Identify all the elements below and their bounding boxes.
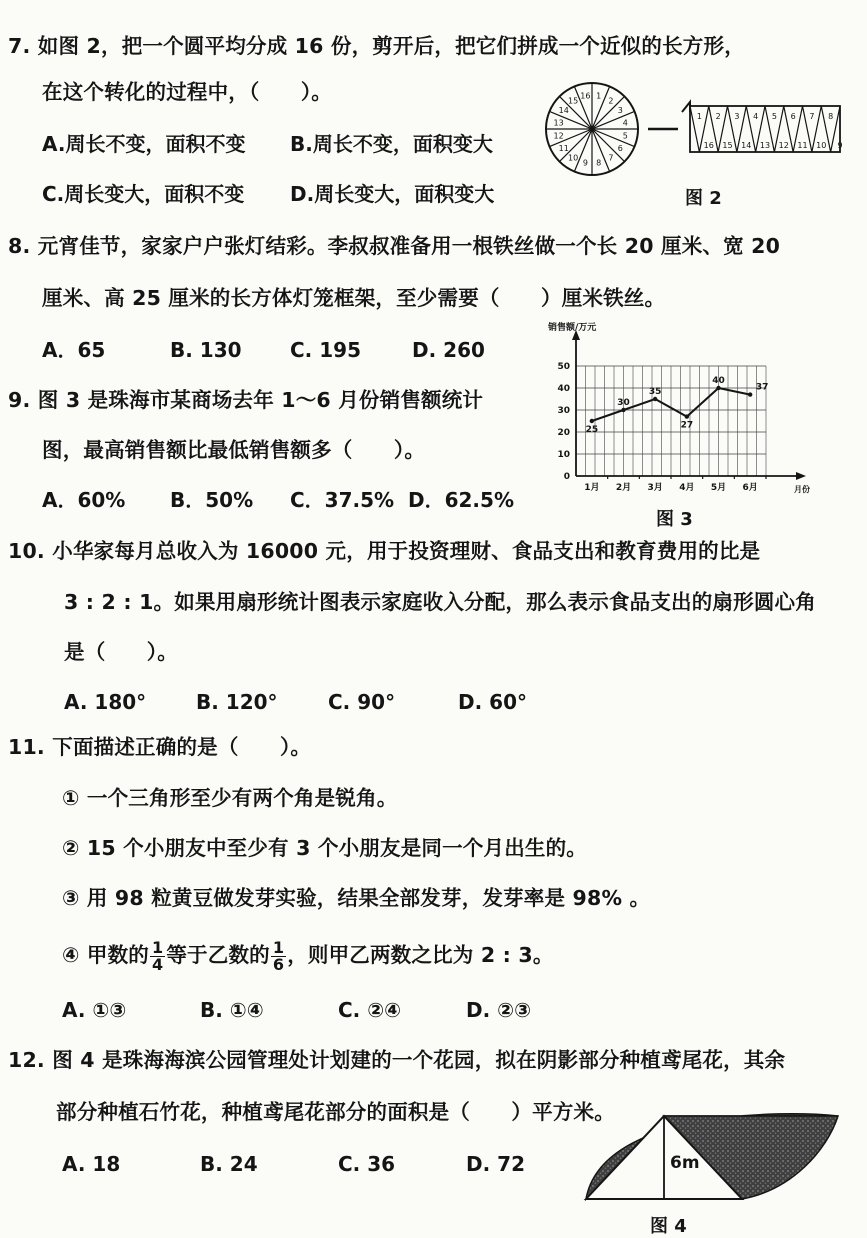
q12-option-a: A. 18 <box>62 1152 121 1176</box>
x-tick-label: 3月 <box>647 483 663 493</box>
figure-4-caption: 图 4 <box>650 1216 687 1237</box>
sector-number: 13 <box>553 118 564 128</box>
data-label: 37 <box>755 382 769 393</box>
rect-bottom-number: 16 <box>703 141 714 150</box>
y-axis-label: 销售额/万元 <box>548 323 597 333</box>
data-label: 30 <box>617 398 630 408</box>
q9-option-a: A．60% <box>42 488 126 512</box>
q8-option-d: D. 260 <box>412 338 485 362</box>
q8-option-a: A．65 <box>42 338 106 362</box>
sector-number: 4 <box>622 118 628 128</box>
q9-option-b: B．50% <box>170 488 254 512</box>
sector-number: 16 <box>580 91 591 101</box>
x-tick-label: 1月 <box>584 483 600 493</box>
q9-option-c: C．37.5% <box>290 488 395 512</box>
rect-top-number: 6 <box>790 112 796 121</box>
rectangle-sectors <box>682 102 843 152</box>
q10-line3: 是（ ）。 <box>64 640 178 664</box>
sector-number: 12 <box>553 131 564 141</box>
sector-number: 14 <box>558 106 569 116</box>
figure-2-circle-to-rectangle <box>540 80 843 180</box>
q12-line1: 12. 图 4 是珠海海滨公园管理处计划建的一个花园，拟在阴影部分种植鸢尾花，其余 <box>8 1048 786 1072</box>
rect-bottom-number: 12 <box>778 141 789 150</box>
q8-line2: 厘米、高 25 厘米的长方体灯笼框架，至少需要（ ）厘米铁丝。 <box>42 286 666 310</box>
data-label: 25 <box>585 425 599 435</box>
fraction-one-quarter <box>150 937 165 974</box>
q10-option-b: B. 120° <box>196 690 278 714</box>
data-label: 27 <box>680 420 694 431</box>
q10-line2: 3 : 2 : 1。如果用扇形统计图表示家庭收入分配，那么表示食品支出的扇形圆心角 <box>64 590 816 614</box>
q12-line2: 部分种植石竹花，种植鸢尾花部分的面积是（ ）平方米。 <box>56 1100 615 1124</box>
sector-number: 15 <box>568 96 579 106</box>
q11-statement-3: ③ 用 98 粒黄豆做发芽实验，结果全部发芽，发芽率是 98% 。 <box>62 886 651 910</box>
y-tick-label: 40 <box>557 384 570 394</box>
sector-number: 5 <box>622 131 628 141</box>
sector-number: 3 <box>617 106 623 116</box>
q12-option-d: D. 72 <box>466 1152 525 1176</box>
rect-bottom-number: 11 <box>797 141 808 150</box>
data-point <box>653 397 657 401</box>
q11-statement-2: ② 15 个小朋友中至少有 3 个小朋友是同一个月出生的。 <box>62 836 587 860</box>
q11-option-b: B. ①④ <box>200 998 264 1022</box>
rect-bottom-number: 13 <box>759 141 771 150</box>
q8-option-c: C. 195 <box>290 338 361 362</box>
q11-option-d: D. ②③ <box>466 998 532 1022</box>
figure-3-caption: 图 3 <box>656 509 693 530</box>
fraction-one-sixth <box>271 937 286 974</box>
q12-option-c: C. 36 <box>338 1152 396 1176</box>
data-point <box>621 408 625 412</box>
x-axis-arrow <box>796 472 806 480</box>
data-point <box>685 414 689 418</box>
x-tick-label: 5月 <box>710 483 727 493</box>
q9-option-d: D．62.5% <box>408 488 514 512</box>
sector-number: 7 <box>608 153 614 163</box>
sector-number: 9 <box>582 158 588 168</box>
y-tick-label: 20 <box>557 428 570 438</box>
rect-top-number: 5 <box>771 112 777 121</box>
x-axis-label: 月份 <box>794 485 810 494</box>
q10-option-a: A. 180° <box>64 690 147 714</box>
q9-line1: 9. 图 3 是珠海市某商场去年 1～6 月份销售额统计 <box>8 388 484 412</box>
x-tick-label: 4月 <box>679 483 695 493</box>
rect-top-number: 7 <box>809 112 815 121</box>
q11-s4-part-b: 等于乙数的 <box>166 943 270 967</box>
q7-option-a: A.周长不变，面积不变 <box>42 132 246 156</box>
sector-number: 1 <box>596 91 602 101</box>
q11-statement-1: ① 一个三角形至少有两个角是锐角。 <box>62 786 398 810</box>
rect-bottom-number: 9 <box>837 141 843 150</box>
y-tick-label: 50 <box>557 362 570 372</box>
q7-line1: 7. 如图 2，把一个圆平均分成 16 份，剪开后，把它们拼成一个近似的长方形， <box>8 34 745 58</box>
q12-option-b: B. 24 <box>200 1152 258 1176</box>
q10-line1: 10. 小华家每月总收入为 16000 元，用于投资理财、食品支出和教育费用的比是 <box>8 539 761 563</box>
q11-option-a: A. ①③ <box>62 998 127 1022</box>
x-tick-label: 2月 <box>615 483 632 493</box>
fraction-1-denominator: 4 <box>152 954 164 974</box>
rect-bottom-number: 10 <box>816 141 827 150</box>
q9-line2: 图，最高销售额比最低销售额多（ ）。 <box>42 438 426 462</box>
circle-sectors <box>546 83 638 175</box>
q7-option-d: D.周长变大，面积变大 <box>290 182 495 206</box>
fraction-2-numerator: 1 <box>272 937 285 957</box>
data-point <box>590 419 594 423</box>
q7-option-b: B.周长不变，面积变大 <box>290 132 493 156</box>
q11-line1: 11. 下面描述正确的是（ ）。 <box>8 735 312 759</box>
fraction-1-numerator: 1 <box>152 937 164 957</box>
data-point <box>716 386 720 390</box>
q10-option-c: C. 90° <box>328 690 396 714</box>
sales-line-chart <box>530 318 810 500</box>
sector-number: 2 <box>608 96 614 106</box>
y-tick-label: 0 <box>563 472 570 482</box>
data-label: 40 <box>712 376 725 386</box>
rect-top-number: 4 <box>753 112 759 121</box>
y-tick-label: 10 <box>557 450 570 460</box>
q7-option-c: C.周长变大，面积不变 <box>42 182 245 206</box>
q8-option-b: B. 130 <box>170 338 242 362</box>
q8-line1: 8. 元宵佳节，家家户户张灯结彩。李叔叔准备用一根铁丝做一个长 20 厘米、宽 20 <box>8 234 781 258</box>
figure-4-garden <box>572 1110 844 1226</box>
data-point <box>748 392 752 396</box>
rect-top-number: 1 <box>696 112 702 121</box>
q10-option-d: D. 60° <box>458 690 527 714</box>
figure-2-caption: 图 2 <box>685 188 722 209</box>
x-tick-label: 6月 <box>742 483 758 493</box>
sector-number: 11 <box>558 143 569 153</box>
data-label: 35 <box>648 387 662 397</box>
y-tick-label: 30 <box>557 406 570 416</box>
rect-top-number: 2 <box>715 112 721 121</box>
sector-number: 8 <box>596 158 602 168</box>
fraction-2-denominator: 6 <box>272 954 285 974</box>
q11-statement-4 <box>62 928 554 982</box>
height-label: 6m <box>670 1153 700 1173</box>
q11-s4-part-c: ，则甲乙两数之比为 2 : 3。 <box>287 943 554 967</box>
arrow-head <box>682 102 690 112</box>
rect-top-number: 8 <box>828 112 834 121</box>
q11-s4-part-a: ④ 甲数的 <box>62 943 149 967</box>
sector-number: 6 <box>617 143 623 153</box>
rect-top-number: 3 <box>734 112 740 121</box>
sector-number: 10 <box>568 153 579 163</box>
rect-bottom-number: 15 <box>722 141 733 150</box>
rect-bottom-number: 14 <box>741 141 752 150</box>
q11-option-c: C. ②④ <box>338 998 402 1022</box>
q7-line2: 在这个转化的过程中，（ ）。 <box>42 80 332 104</box>
